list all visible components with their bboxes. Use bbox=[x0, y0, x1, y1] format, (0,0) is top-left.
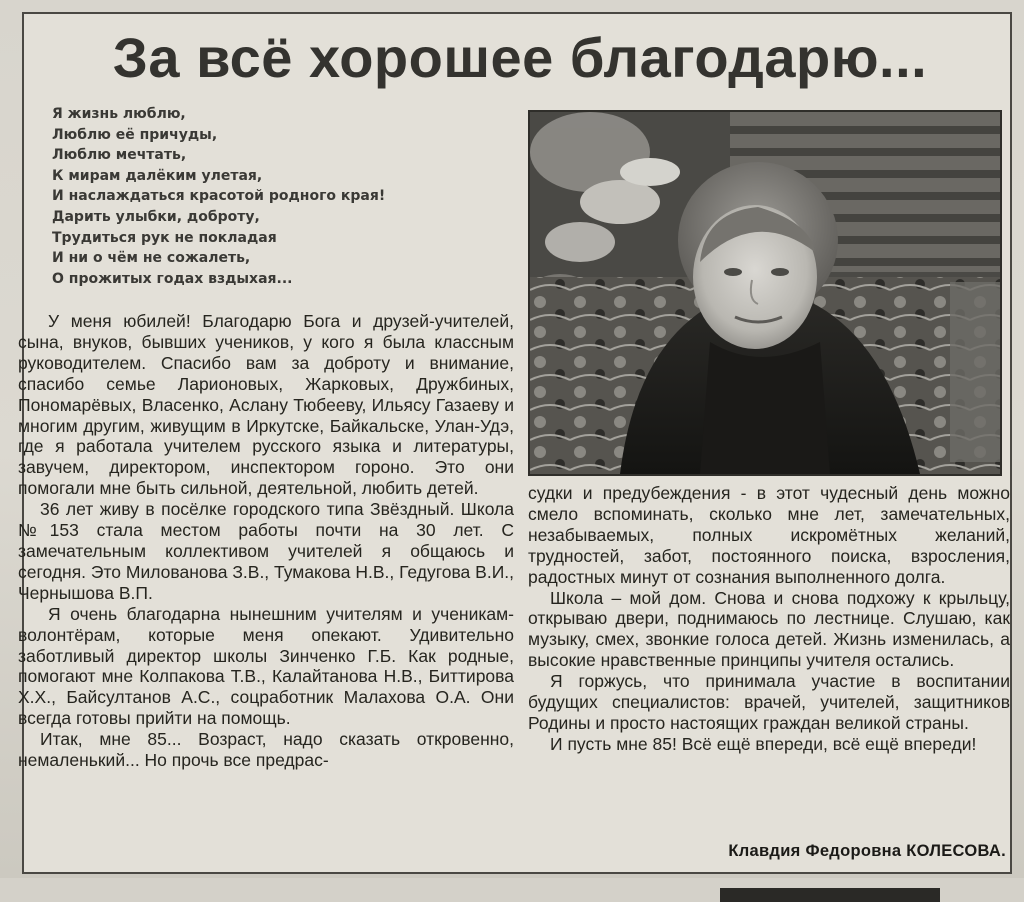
paragraph: 36 лет живу в посёлке городского типа Звёздный. Школа №153 стала местом работы почти на 30 лет. С замечательным коллективом учителей я общаюсь и сегодня. Это Милованова З.В., Тумакова Н.В., Гедугова В.И., Чернышова В.П. bbox=[18, 499, 514, 603]
paragraph: Школа – мой дом. Снова и снова подхожу к крыльцу, открываю двери, поднимаюсь по лестнице. Слушаю, как музыку, смех, звонкие голоса детей. Жизнь изменилась, а высокие нравственные принципы учителя остались. bbox=[528, 587, 1010, 671]
poem-line: И ни о чём не сожалеть, bbox=[52, 250, 251, 267]
article-headline: За всё хорошее благодарю... bbox=[112, 26, 928, 89]
poem-line: Люблю её причуды, bbox=[52, 126, 218, 143]
poem-line: И наслаждаться красотой родного края! bbox=[52, 188, 386, 205]
poem-line: Дарить улыбки, доброту, bbox=[52, 208, 260, 225]
poem-line: О прожитых годах вздыхая... bbox=[52, 270, 293, 287]
article-column-left bbox=[18, 311, 514, 771]
article-column-right bbox=[528, 483, 1010, 755]
author-signature: Клавдия Федоровна КОЛЕСОВА. bbox=[728, 842, 1006, 860]
paragraph: И пусть мне 85! Всё ещё впереди, всё ещё впереди! bbox=[550, 733, 977, 754]
poem-line: Люблю мечтать, bbox=[52, 147, 187, 164]
poem-line: Я жизнь люблю, bbox=[52, 106, 186, 122]
paragraph: Итак, мне 85... Возраст, надо сказать откровенно, немаленький... Но прочь все предрас- bbox=[18, 729, 514, 771]
portrait-photo bbox=[528, 110, 1002, 476]
paragraph: У меня юбилей! Благодарю Бога и друзей-учителей, сына, внуков, бывших учеников, у кого я была классным руководителем. Спасибо вам за доброту и внимание, спасибо семье Ларионовых, Жарковых, Дружбиных, Пономарёвых, Власенко, Аслану Тюбееву, Ильясу Газаеву и многим другим, живущим в Иркутске, Байкальске, Улан-Удэ, где я работала учителем русского языка и литературы, завучем, директором, инспектором гороно. Это они помогали мне быть сильной, деятельной, любить детей. bbox=[18, 311, 514, 499]
poem bbox=[52, 104, 512, 289]
poem-line: Трудиться рук не покладая bbox=[52, 229, 277, 246]
paragraph: судки и предубеждения - в этот чудесный день можно смело вспоминать, сколько мне лет, замечательных, незабываемых, полных искромётных желаний, трудностей, забот, постоянного поиска, взросления, радостных минут от сознания выполненного долга. bbox=[528, 483, 1010, 587]
paragraph: Я горжусь, что принимала участие в воспитании будущих специалистов: врачей, учителей, защитников Родины и просто настоящих граждан великой страны. bbox=[528, 671, 1010, 733]
next-article-block bbox=[720, 888, 940, 902]
poem-line: К мирам далёким улетая, bbox=[52, 167, 263, 184]
paragraph: Я очень благодарна нынешним учителям и ученикам-волонтёрам, которые меня опекают. Удивительно заботливый директор школы Зинченко Г.Б. Как родные, помогают мне Колпакова Т.В., Калайтанова Н.В., Биттирова Х.Х., Байсултанов А.С., соцработник Малахова О.А. Они всегда готовы прийти на помощь. bbox=[18, 603, 514, 729]
